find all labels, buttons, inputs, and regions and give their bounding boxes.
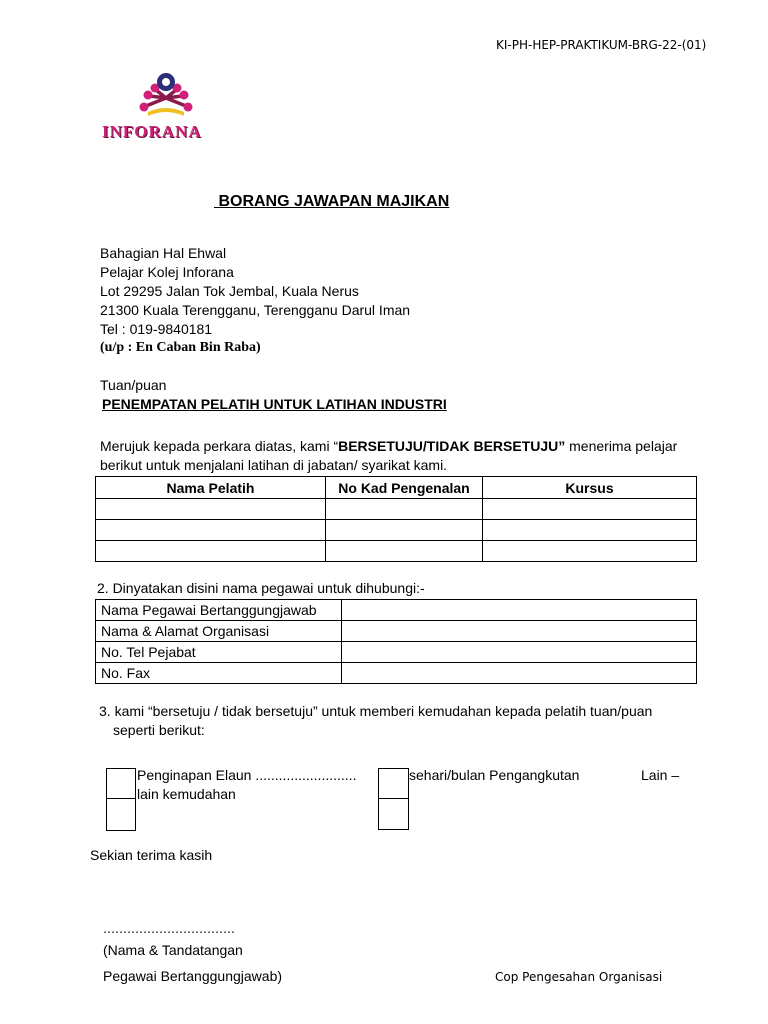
- contact-label: No. Fax: [96, 663, 342, 684]
- facility-checkbox[interactable]: [106, 768, 136, 799]
- address-line: Lot 29295 Jalan Tok Jembal, Kuala Nerus: [100, 283, 359, 299]
- contact-value-cell[interactable]: [342, 621, 697, 642]
- section3-line2: seperti berikut:: [113, 722, 205, 738]
- signature-line: ……………………………: [103, 922, 235, 936]
- document-code: KI-PH-HEP-PRAKTIKUM-BRG-22-(01): [496, 38, 707, 52]
- contact-value-cell[interactable]: [342, 663, 697, 684]
- intro-paragraph-line2: berikut untuk menjalani latihan di jabatan/ syarikat kami.: [100, 457, 448, 473]
- address-line: 21300 Kuala Terengganu, Terengganu Darul Iman: [100, 302, 411, 318]
- inforana-logo: [100, 68, 232, 144]
- table-row: [96, 600, 697, 621]
- address-phone: Tel : 019-9840181: [100, 321, 213, 337]
- trainee-course-cell[interactable]: [483, 520, 697, 541]
- logo-text: INFORANA: [102, 122, 202, 141]
- section2-heading: 2. Dinyatakan disini nama pegawai untuk dihubungi:-: [97, 580, 425, 596]
- address-line: Bahagian Hal Ehwal: [100, 245, 227, 261]
- table-row: [96, 642, 697, 663]
- page-title: BORANG JAWAPAN MAJIKAN: [214, 193, 450, 210]
- trainee-ic-cell[interactable]: [326, 499, 483, 520]
- option-other: Lain –: [641, 767, 680, 783]
- option-other-cont: lain kemudahan: [137, 786, 236, 802]
- contact-value-cell[interactable]: [342, 600, 697, 621]
- option-accommodation: Penginapan Elaun ..........................: [137, 767, 357, 783]
- trainee-ic-cell[interactable]: [326, 541, 483, 562]
- contact-label: No. Tel Pejabat: [96, 642, 342, 663]
- section3-line1: 3. kami “bersetuju / tidak bersetuju” untuk memberi kemudahan kepada pelatih tuan/puan: [99, 703, 653, 719]
- column-header: Nama Pelatih: [96, 477, 326, 499]
- intro-text: Merujuk kepada perkara diatas, kami “: [100, 438, 339, 454]
- address-line: Pelajar Kolej Inforana: [100, 264, 234, 280]
- contact-table: [95, 599, 697, 684]
- table-row: [96, 663, 697, 684]
- signature-label: (Nama & Tandatangan: [103, 942, 243, 958]
- column-header: No Kad Pengenalan: [326, 477, 483, 499]
- intro-emphasis: BERSETUJU/TIDAK BERSETUJU”: [338, 438, 566, 454]
- intro-text-end: menerima pelajar: [565, 438, 678, 454]
- column-header: Kursus: [483, 477, 697, 499]
- trainee-name-cell[interactable]: [96, 499, 326, 520]
- table-row: [96, 499, 697, 520]
- attention-line: (u/p : En Caban Bin Raba): [100, 340, 261, 355]
- trainee-table: [95, 476, 697, 562]
- trainee-ic-cell[interactable]: [326, 520, 483, 541]
- table-row: [96, 621, 697, 642]
- facility-checkbox[interactable]: [378, 798, 409, 830]
- stamp-label: Cop Pengesahan Organisasi: [495, 970, 663, 984]
- option-transport: sehari/bulan Pengangkutan: [409, 767, 580, 783]
- subject-line: PENEMPATAN PELATIH UNTUK LATIHAN INDUSTRI: [102, 396, 447, 412]
- trainee-name-cell[interactable]: [96, 541, 326, 562]
- facility-checkbox[interactable]: [378, 768, 409, 799]
- closing-text: Sekian terima kasih: [90, 847, 213, 863]
- contact-label: Nama & Alamat Organisasi: [96, 621, 342, 642]
- contact-label: Nama Pegawai Bertanggungjawab: [96, 600, 342, 621]
- table-header-row: [96, 477, 697, 499]
- intro-paragraph: [100, 438, 677, 454]
- table-row: [96, 541, 697, 562]
- salutation: Tuan/puan: [100, 377, 167, 393]
- contact-value-cell[interactable]: [342, 642, 697, 663]
- table-row: [96, 520, 697, 541]
- signature-label: Pegawai Bertanggungjawab): [103, 968, 283, 984]
- trainee-course-cell[interactable]: [483, 499, 697, 520]
- facility-checkbox[interactable]: [106, 798, 136, 831]
- trainee-course-cell[interactable]: [483, 541, 697, 562]
- trainee-name-cell[interactable]: [96, 520, 326, 541]
